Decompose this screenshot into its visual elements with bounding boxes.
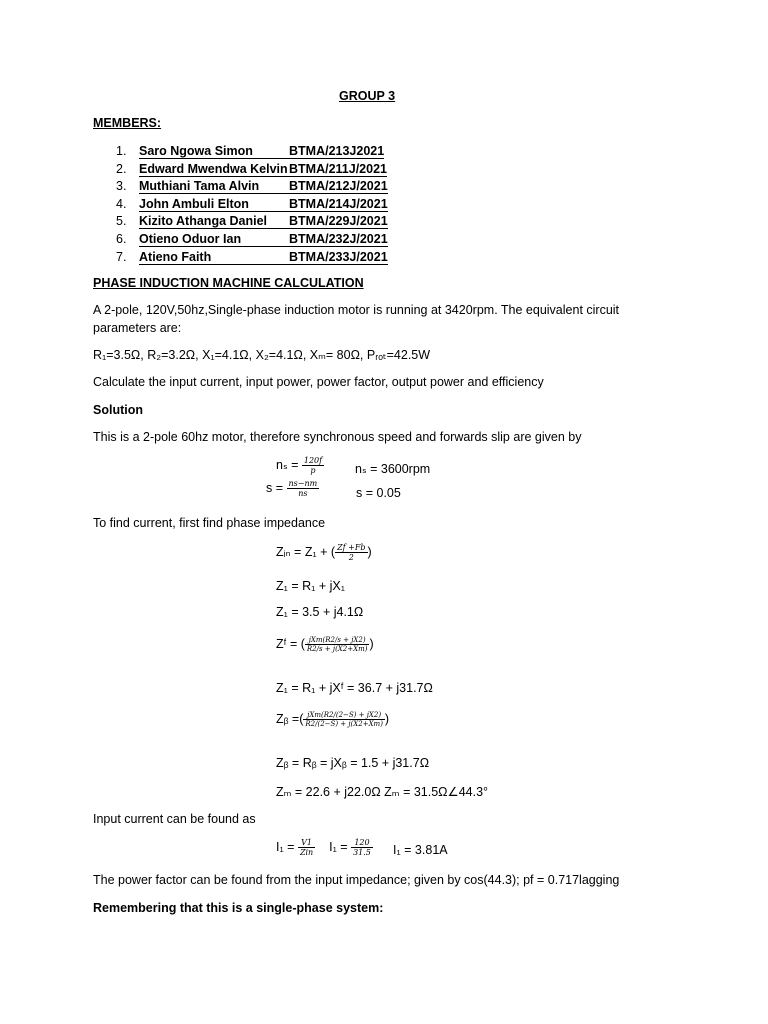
- member-name: Otieno Oduor Ian: [139, 232, 289, 247]
- member-row: [116, 249, 388, 267]
- member-id: BTMA/229J/2021: [289, 214, 388, 229]
- members-list: [116, 143, 388, 266]
- members-heading: MEMBERS:: [93, 116, 162, 130]
- param-r2: R₂=3.2Ω,: [147, 348, 203, 362]
- current-result: I₁ = 3.81A: [393, 843, 448, 857]
- solution-heading: Solution: [93, 403, 143, 417]
- intro-line-2: parameters are:: [93, 321, 182, 335]
- ns-fraction: [302, 456, 324, 475]
- member-index: 2.: [116, 161, 127, 176]
- ns-den: p: [310, 466, 316, 475]
- member-row: [116, 196, 388, 214]
- member-name: Atieno Faith: [139, 250, 289, 265]
- i1-den-1: Zin: [299, 848, 314, 857]
- member-name: Muthiani Tama Alvin: [139, 179, 289, 194]
- section-heading: PHASE INDUCTION MACHINE CALCULATION: [93, 276, 364, 290]
- member-id: BTMA/233J/2021: [289, 249, 388, 264]
- impedance-intro: To find current, first find phase impedance: [93, 516, 326, 530]
- slip-num: ns−nm: [288, 479, 318, 488]
- member-row: [116, 231, 388, 249]
- reminder-text: Remembering that this is a single-phase system:: [93, 901, 384, 915]
- page-title: GROUP 3: [339, 89, 396, 103]
- zf-num: jXm(R2/s + jX2): [305, 636, 370, 645]
- param-x1: X₁=4.1Ω,: [202, 348, 256, 362]
- i1-fraction-1: [298, 838, 315, 857]
- member-index: 3.: [116, 179, 127, 194]
- member-name: John Ambuli Elton: [139, 197, 289, 212]
- member-name: Kizito Athanga Daniel: [139, 214, 289, 229]
- member-index: 7.: [116, 249, 127, 264]
- ns-num: 120f: [303, 456, 323, 465]
- i1-num-1: V1: [298, 838, 315, 848]
- zf-value: Z₁ = R₁ + jXᶠ = 36.7 + j31.7Ω: [276, 681, 433, 695]
- zf-den: R2/s + j(X2+Xm): [306, 645, 368, 653]
- current-formula: [276, 838, 373, 857]
- member-index: 6.: [116, 231, 127, 246]
- member-id: BTMA/214J/2021: [289, 196, 388, 211]
- zb-formula: [276, 711, 389, 728]
- parameter-list: [93, 347, 430, 362]
- member-row: [116, 143, 388, 161]
- zb-fraction: [303, 711, 385, 728]
- zf-fraction: [305, 636, 370, 653]
- member-index: 4.: [116, 196, 127, 211]
- i1-lhs-2: I₁ =: [329, 839, 352, 854]
- member-index: 1.: [116, 144, 127, 158]
- member-id: BTMA/232J/2021: [289, 231, 388, 246]
- param-xm: Xₘ= 80Ω,: [309, 348, 367, 362]
- zf-formula: [276, 636, 374, 653]
- zb-rhs: ): [384, 711, 390, 726]
- intro-line-1: A 2-pole, 120V,50hz,Single-phase induction motor is running at 3420rpm. The equivalent circuit: [93, 303, 620, 317]
- zin-num: Zf +Fb: [337, 543, 366, 552]
- i1-fraction-2: [351, 838, 373, 857]
- slip-result: s = 0.05: [356, 486, 401, 500]
- slip-lhs: s =: [266, 480, 287, 495]
- z1-value: Z₁ = 3.5 + j4.1Ω: [276, 605, 364, 619]
- slip-formula: [266, 479, 319, 498]
- zb-lhs: Zᵦ =(: [276, 711, 304, 726]
- member-id: BTMA/213J2021: [289, 144, 385, 158]
- member-row: [116, 161, 388, 179]
- zin-rhs: ): [367, 544, 372, 559]
- ns-result: nₛ = 3600rpm: [355, 462, 431, 476]
- member-index: 5.: [116, 214, 127, 229]
- member-id: BTMA/211J/2021: [289, 161, 387, 176]
- param-prot: Pᵣₒₜ=42.5W: [366, 348, 431, 362]
- zf-lhs: Zᶠ = (: [276, 636, 305, 651]
- ns-formula: [276, 456, 324, 475]
- member-row: [116, 213, 388, 231]
- param-x2: X₂=4.1Ω,: [255, 348, 310, 362]
- i1-den-2: 31.5: [353, 848, 371, 857]
- member-row: [116, 178, 388, 196]
- param-r1: R₁=3.5Ω,: [93, 348, 148, 362]
- ns-lhs: nₛ =: [276, 457, 302, 472]
- member-name: Saro Ngowa Simon: [139, 144, 289, 159]
- i1-lhs-1: I₁ =: [276, 839, 298, 854]
- slip-fraction: [287, 479, 320, 498]
- zin-den: 2: [348, 553, 354, 562]
- power-factor-text: The power factor can be found from the input impedance; given by cos(44.3); pf = 0.717lagging: [93, 873, 620, 887]
- zin-value: Zₘ = 22.6 + j22.0Ω Zₘ = 31.5Ω∠44.3°: [276, 785, 489, 799]
- zf-rhs: ): [369, 636, 374, 651]
- z1-definition: Z₁ = R₁ + jX₁: [276, 579, 345, 593]
- member-name: Edward Mwendwa Kelvin: [139, 161, 288, 176]
- i1-num-2: 120: [351, 838, 373, 848]
- zin-lhs: Zᵢₙ = Z₁ + (: [276, 544, 336, 559]
- slip-den: ns: [298, 489, 308, 498]
- zb-num: jXm(R2/(2−S) + jX2): [303, 711, 385, 720]
- solution-intro: This is a 2-pole 60hz motor, therefore synchronous speed and forwards slip are given by: [93, 430, 582, 444]
- member-id: BTMA/212J/2021: [289, 179, 388, 194]
- zb-den: R2/(2−S) + j(X2+Xm): [305, 720, 383, 728]
- task-text: Calculate the input current, input power, power factor, output power and efficiency: [93, 375, 544, 389]
- zin-fraction: [335, 543, 367, 562]
- zb-value: Zᵦ = Rᵦ = jXᵦ = 1.5 + j31.7Ω: [276, 756, 430, 770]
- zin-formula: [276, 543, 372, 562]
- current-intro: Input current can be found as: [93, 812, 256, 826]
